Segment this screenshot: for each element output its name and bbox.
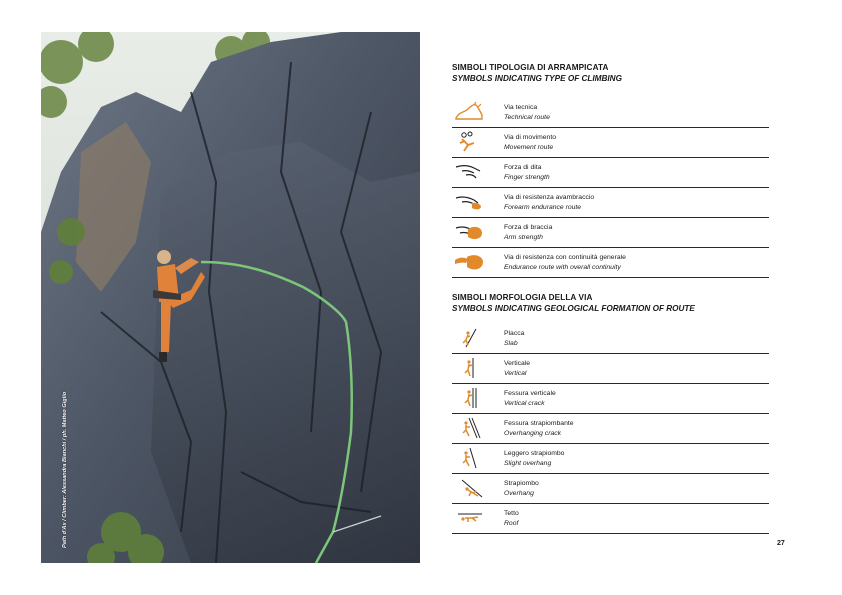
item-label-it: Via tecnica	[504, 104, 538, 111]
item-label-it: Tetto	[504, 510, 519, 517]
list-item	[452, 504, 769, 534]
item-label-en: Vertical	[504, 370, 527, 377]
item-label-it: Fessura verticale	[504, 390, 556, 397]
list-item	[452, 158, 769, 188]
item-label-it: Leggero strapiombo	[504, 450, 565, 457]
item-label-en: Slab	[504, 340, 518, 347]
section-subtitle: SYMBOLS INDICATING GEOLOGICAL FORMATION OF ROUTE	[452, 303, 695, 313]
list-item	[452, 474, 769, 504]
item-label-en: Forearm endurance route	[504, 204, 582, 211]
roof-icon	[454, 507, 484, 529]
section-title: SIMBOLI MORFOLOGIA DELLA VIA	[452, 293, 593, 302]
climbing-photo-image	[41, 32, 420, 563]
item-label-it: Via di resistenza con continuità generale	[504, 254, 626, 261]
list-item	[452, 218, 769, 248]
list-item	[452, 384, 769, 414]
section-subtitle: SYMBOLS INDICATING TYPE OF CLIMBING	[452, 73, 622, 83]
list-item	[452, 248, 769, 278]
movement-route-icon	[454, 131, 484, 153]
item-label-en: Movement route	[504, 144, 554, 151]
item-label-it: Strapiombo	[504, 480, 539, 487]
climbing-type-header	[452, 63, 770, 84]
item-label-en: Technical route	[504, 114, 550, 121]
photo-credit: Path d'Ax / Climber: Alessandra Bianchi / ph. Matteo Giglio	[62, 391, 68, 548]
item-label-it: Via di movimento	[504, 134, 557, 141]
overhanging-crack-icon	[454, 417, 484, 439]
forearm-endurance-icon	[454, 191, 484, 213]
route-morphology-list	[452, 324, 769, 534]
item-label-en: Overhanging crack	[504, 430, 562, 437]
list-item	[452, 324, 769, 354]
item-label-en: Vertical crack	[504, 400, 545, 407]
item-label-en: Roof	[504, 520, 519, 527]
item-label-it: Fessura strapiombante	[504, 420, 574, 427]
technical-route-icon	[454, 101, 484, 123]
climbing-type-list	[452, 98, 769, 278]
overall-endurance-icon	[454, 251, 484, 273]
item-label-en: Finger strength	[504, 174, 550, 181]
item-label-it: Placca	[504, 330, 525, 337]
item-label-en: Endurance route with overall continuity	[504, 264, 621, 271]
list-item	[452, 188, 769, 218]
item-label-it: Forza di dita	[504, 164, 542, 171]
finger-strength-icon	[454, 161, 484, 183]
item-label-en: Slight overhang	[504, 460, 552, 467]
item-label-en: Overhang	[504, 490, 534, 497]
page-number: 27	[777, 540, 785, 547]
list-item	[452, 98, 769, 128]
arm-strength-icon	[454, 221, 484, 243]
vertical-crack-icon	[454, 387, 484, 409]
item-label-it: Verticale	[504, 360, 531, 367]
section-title: SIMBOLI TIPOLOGIA DI ARRAMPICATA	[452, 63, 609, 72]
vertical-icon	[454, 357, 484, 379]
list-item	[452, 444, 769, 474]
item-label-it: Via di resistenza avambraccio	[504, 194, 595, 201]
climbing-photo	[41, 32, 420, 563]
list-item	[452, 128, 769, 158]
item-label-en: Arm strength	[504, 234, 543, 241]
slab-icon	[454, 327, 484, 349]
overhang-icon	[454, 477, 484, 499]
route-morphology-header	[452, 293, 770, 314]
list-item	[452, 354, 769, 384]
list-item	[452, 414, 769, 444]
item-label-it: Forza di braccia	[504, 224, 553, 231]
slight-overhang-icon	[454, 447, 484, 469]
